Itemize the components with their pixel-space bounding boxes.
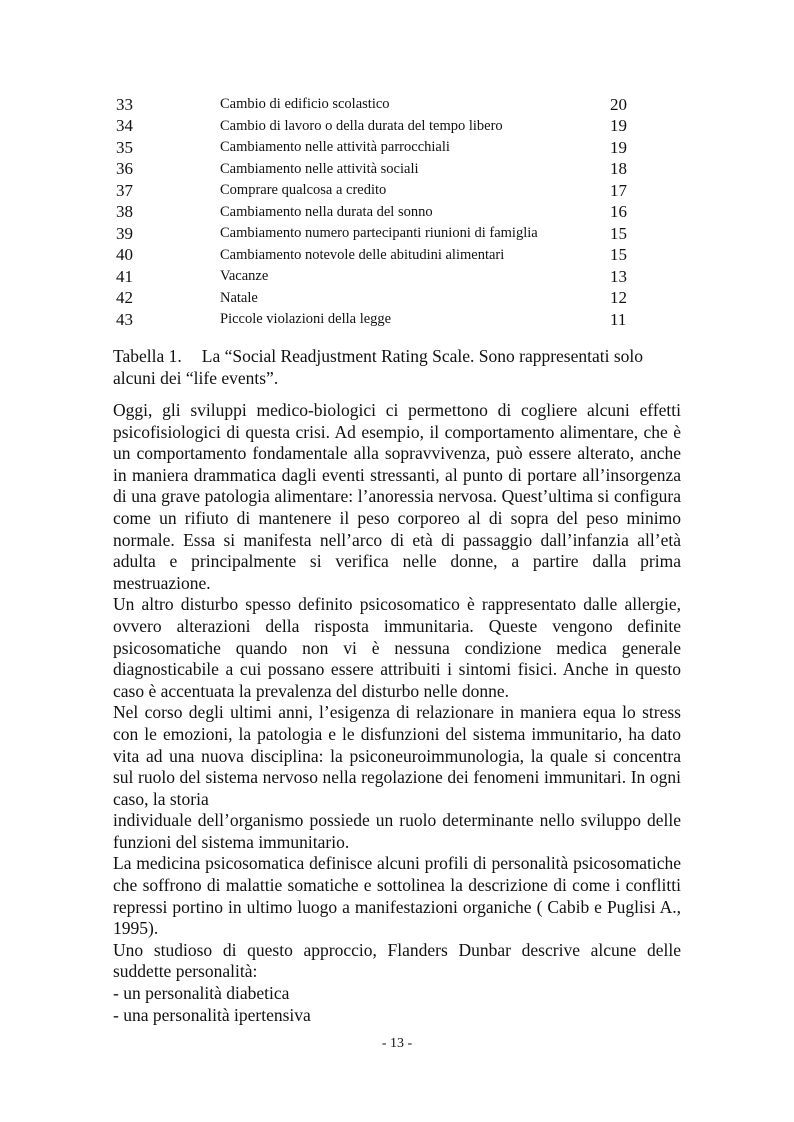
table-caption [113, 345, 681, 389]
table-cell-number: 36 [116, 159, 133, 179]
table-cell-value: 11 [610, 309, 627, 329]
table-cell-number: 37 [116, 180, 133, 200]
table-row [116, 223, 627, 245]
table-cell-event: Cambiamento numero partecipanti riunioni di famiglia [220, 225, 538, 242]
table-cell-number: 40 [116, 245, 133, 265]
table-row [116, 180, 627, 202]
table-cell-event: Vacanze [220, 268, 269, 285]
table-cell-number: 35 [116, 137, 133, 157]
table-cell-number: 39 [116, 223, 133, 243]
paragraph-allergies: Un altro disturbo spesso definito psicosomatico è rappresentato dalle allergie, ovvero alterazioni della risposta immunitaria. Queste vengono definite psicosomatiche quando non vi è nessuna condizione medica generale diagnosticabile a cui possano essere attribuiti i sintomi fisici. Anche in questo caso è accentuata la prevalenza del disturbo nelle donne. [113, 594, 681, 701]
table-row [116, 159, 627, 181]
table-cell-value: 17 [610, 180, 627, 200]
table-row [116, 266, 627, 288]
body-text [113, 400, 681, 1026]
table-row [116, 309, 627, 331]
table-cell-value: 19 [610, 137, 627, 157]
table-cell-value: 19 [610, 116, 627, 136]
table-cell-value: 15 [610, 223, 627, 243]
life-events-table-body [116, 94, 627, 331]
table-cell-number: 34 [116, 116, 133, 136]
caption-label: Tabella 1. [113, 346, 182, 366]
table-cell-event: Comprare qualcosa a credito [220, 182, 387, 199]
table-cell-number: 42 [116, 288, 133, 308]
table-cell-number: 41 [116, 266, 133, 286]
table-cell-event: Cambio di edificio scolastico [220, 96, 390, 113]
table-cell-value: 18 [610, 159, 627, 179]
table-cell-event: Natale [220, 289, 258, 306]
bullet-item: - una personalità ipertensiva [113, 1004, 311, 1025]
table-row [116, 245, 627, 267]
paragraph-anorexia: Oggi, gli sviluppi medico-biologici ci permettono di cogliere alcuni effetti psicofisiologici di questa crisi. Ad esempio, il comportamento alimentare, che è un comportamento fondamentale alla sopravvivenza, può essere alterato, anche in maniera drammatica dagli eventi stressanti, al punto di portare all’insorgenza di una grave patologia alimentare: l’anoressia nervosa. Quest’ultima si configura come un rifiuto di mantenere il peso corporeo al di sopra del peso minimo normale. Essa si manifesta nell’arco di età di passaggio dall’infanzia all’età adulta e principalmente si verifica nelle donne, a partire dalla prima mestruazione. [113, 400, 681, 593]
paragraph-pni-part2: individuale dell’organismo possiede un ruolo determinante nello sviluppo delle funzioni del sistema immunitario. [113, 810, 681, 852]
table-cell-event: Cambiamento nella durata del sonno [220, 203, 433, 220]
table-cell-event: Cambiamento nelle attività sociali [220, 160, 419, 177]
table-cell-event: Cambio di lavoro o della durata del tempo libero [220, 117, 503, 134]
table-cell-number: 43 [116, 309, 133, 329]
paragraph-pni-part1: Nel corso degli ultimi anni, l’esigenza di relazionare in maniera equa lo stress con le emozioni, la patologia e le disfunzioni del sistema immunitario, ha dato vita ad una nuova disciplina: la psiconeuroimmunologia, la quale si concentra sul ruolo del sistema nervoso nella regolazione dei fenomeni immunitari. In ogni caso, la storia [113, 702, 681, 809]
table-cell-value: 20 [610, 94, 627, 114]
table-row [116, 288, 627, 310]
table-cell-number: 38 [116, 202, 133, 222]
table-cell-value: 16 [610, 202, 627, 222]
table-cell-event: Piccole violazioni della legge [220, 311, 392, 328]
table-row [116, 137, 627, 159]
page-number: - 13 - [381, 1036, 413, 1051]
table-cell-number: 33 [116, 94, 133, 114]
table-row [116, 94, 627, 116]
table-cell-value: 15 [610, 245, 627, 265]
table-cell-value: 12 [610, 288, 627, 308]
paragraph-dunbar: Uno studioso di questo approccio, Flanders Dunbar descrive alcune delle suddette personalità: [113, 939, 681, 982]
caption-text: La “Social Readjustment Rating Scale. Sono rappresentati solo alcuni dei “life events”. [113, 346, 644, 388]
table-cell-event: Cambiamento notevole delle abitudini alimentari [220, 246, 505, 263]
table-row [116, 116, 627, 138]
table-cell-event: Cambiamento nelle attività parrocchiali [220, 139, 450, 156]
table-cell-value: 13 [610, 266, 627, 286]
paragraph-psychosomatic-medicine: La medicina psicosomatica definisce alcuni profili di personalità psicosomatiche che soffrono di malattie somatiche e sottolinea la descrizione di come i conflitti repressi portino in ultimo luogo a manifestazioni organiche ( Cabib e Puglisi A., 1995). [113, 853, 681, 939]
life-events-table [116, 94, 627, 331]
table-row [116, 202, 627, 224]
bullet-item: - un personalità diabetica [113, 983, 290, 1004]
